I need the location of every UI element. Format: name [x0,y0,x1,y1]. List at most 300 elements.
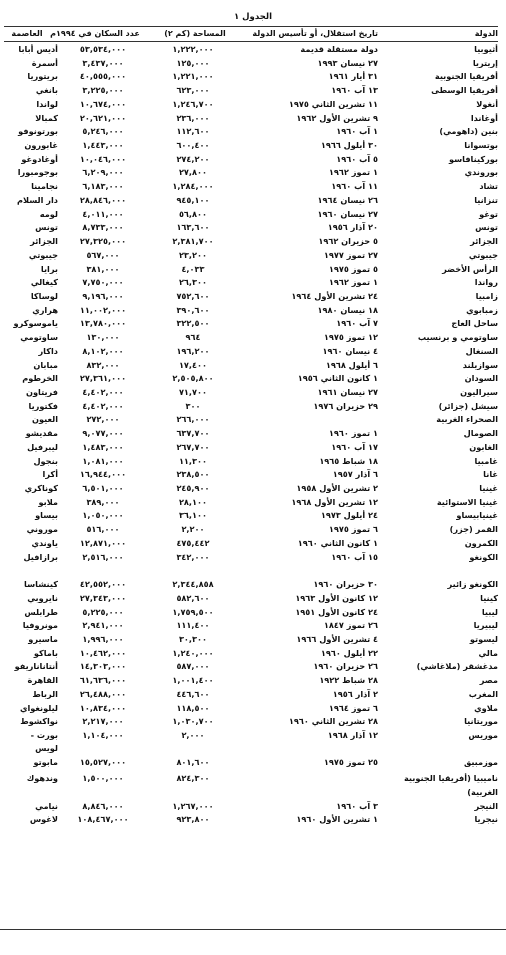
cell-population: ٢٧,٣٢٥,٠٠٠ [79,236,127,247]
cell-date: ٢٤ تشرين الأول ١٩٦٤ [291,290,378,301]
cell-area: ١,٢٨٤,٠٠٠ [172,181,214,192]
cell-capital: بانغي [35,85,58,96]
cell-area: ١٩٦,٢٠٠ [176,345,210,356]
cell-population: ١٠,٦٧٤,٠٠٠ [79,98,127,109]
cell-date: ١٥ آب ١٩٦٠ [331,551,378,562]
cell-country: بوتسوانا [464,140,498,151]
cell-date: ٣٠ حزيران ١٩٦٠ [313,579,378,590]
cell-date: ٢٦ تموز ١٨٤٧ [323,620,378,631]
cell-date: ١٧ آب ١٩٦٠ [331,441,378,452]
table-row [4,509,498,521]
cell-capital: الخرطوم [22,373,58,384]
cell-country: ليسوتو [469,633,498,644]
cell-population: ١١,٠٠٢,٠٠٠ [79,304,127,315]
cell-capital: فكتوريا [28,400,58,411]
cell-country: موزمبيق [463,757,498,768]
cell-capital: ملابو [38,496,58,507]
table-row [4,455,498,467]
cell-country: إريتريا [472,57,498,68]
cell-country: غينيا الاستوائية [436,496,498,507]
cell-country: تنزانيا [474,194,498,205]
header-population: عدد السكان في ١٩٩٤م [50,29,140,38]
table-row [4,772,498,797]
cell-population: ٦,٢٠٩,٠٠٠ [82,167,124,178]
cell-country: أنغولا [476,98,498,109]
table-row [4,276,498,288]
table-row [4,715,498,727]
cell-date: ٣ آب ١٩٦٠ [336,800,378,811]
table-row [4,551,498,563]
table-row [4,592,498,604]
cell-date: ٢٦ حزيران ١٩٦٠ [313,661,378,672]
cell-date: ١٢ آذار ١٩٦٨ [327,729,378,740]
cell-country: الغابون [469,441,498,452]
cell-area: ٧٥٢,٦٠٠ [176,290,210,301]
cell-population: ٤٠,٥٥٥,٠٠٠ [79,71,127,82]
cell-date: ٥ تموز ١٩٧٥ [328,263,378,274]
cell-date: ٢٨ شباط ١٩٢٢ [319,675,378,686]
cell-population: ٤,٤٠٢,٠٠٠ [82,387,124,397]
cell-capital: كمبالا [35,112,58,123]
cell-date: ١٢ تشرين الأول ١٩٦٨ [291,496,378,507]
cell-capital: القاهرة [27,675,58,686]
cell-date: ٤ نيسان ١٩٦٠ [322,345,378,356]
cell-area: ١١٢,٦٠٠ [176,126,210,137]
cell-date: ١٢ كانون الأول ١٩٦٣ [295,592,378,603]
cell-capital: ماسيرو [28,633,58,644]
cell-date: ٢٩ حزيران ١٩٧٦ [313,400,378,411]
header-capital: العاصمة [11,29,43,38]
cell-population: ٢٠,٦٢١,٠٠٠ [79,112,127,123]
cell-date: ٢ آذار ١٩٥٦ [332,688,378,699]
cell-country: غامبيا [474,455,498,466]
table-row [4,221,498,233]
cell-date: دولة مستقلة قديمة [300,44,378,54]
cell-area: ٢,٠٠٠ [181,729,205,740]
cell-capital: برايا [40,263,58,274]
cell-population: ١٤,٣٠٣,٠٠٠ [79,661,127,672]
cell-country: السودان [464,373,498,384]
cell-capital: دار السلام [16,194,58,205]
cell-area: ٦٣٧,٧٠٠ [176,428,210,439]
cell-area: ١١,٣٠٠ [178,455,208,466]
cell-date: ١٨ نيسان ١٩٨٠ [317,304,378,315]
cell-capital: الجزائر [30,236,58,247]
cell-country: الرأس الأخضر [442,263,498,274]
cell-date: ٤ تشرين الأول ١٩٦٦ [296,633,378,644]
cell-date: ٢٠ آذار ١٩٥٦ [327,222,378,233]
table-row [4,427,498,439]
cell-country: ملاوي [474,702,498,713]
cell-population: ٢٧٢,٠٠٠ [86,414,120,425]
cell-population: ٤,٤٠٢,٠٠٠ [82,400,124,411]
cell-capital: مابوتو [33,757,58,768]
cell-capital: غابورون [24,140,58,151]
table-row [4,317,498,329]
cell-area: ١,٢٤٠,٠٠٠ [172,647,214,658]
table-row [4,537,498,549]
table-row [4,57,498,69]
cell-area: ٣٢٢,٥٠٠ [176,318,210,329]
cell-area: ٣٩٠,٦٠٠ [176,304,210,315]
table-row [4,482,498,494]
cell-country: كينيا [480,592,498,603]
table-row [4,43,498,55]
table-row [4,331,498,343]
cell-population: ٢٨,٨٤٦,٠٠٠ [79,194,127,205]
cell-population: ٧,٧٥٠,٠٠٠ [82,277,124,288]
table-row [4,468,498,480]
cell-country: غينيابيساو [456,510,498,521]
cell-date: ٢٧ نيسان ١٩٦١ [317,387,378,397]
table-row [4,84,498,96]
cell-date: ٧ آب ١٩٦٠ [336,318,378,329]
cell-country: ناميبيا (أفريقيا الجنوبية الغربية) [403,773,498,797]
table-row [4,619,498,631]
cell-area: ٣٤٢,٠٠٠ [176,551,210,562]
cell-population: ٣٨١,٠٠٠ [86,263,120,274]
table-row [4,304,498,316]
cell-capital: بورت - لويس [30,729,58,754]
cell-population: ١,٠٥٠,٠٠٠ [82,510,124,521]
table-row [4,523,498,535]
cell-date: ٢٢ أيلول ١٩٦٠ [320,647,378,658]
cell-date: ٢٧ تموز ١٩٧٧ [323,249,378,260]
cell-area: ٢٧,٨٠٠ [178,167,208,178]
cell-population: ١٣٠,٠٠٠ [86,332,120,343]
cell-capital: ليبرفيل [27,441,58,452]
cell-area: ٢٤٥,٩٠٠ [176,483,210,494]
table-row [4,359,498,371]
cell-country: الصحراء الغربية [436,414,498,425]
table-row [4,372,498,384]
cell-date: ١ تشرين الأول ١٩٦٠ [296,814,378,825]
table-row [4,386,498,398]
table-row [4,70,498,82]
cell-population: ٨٣٢,٠٠٠ [86,359,120,370]
cell-capital: تونس [35,222,58,233]
table-row [4,413,498,425]
cell-capital: لومه [39,208,58,219]
cell-date: ١ تموز ١٩٦٢ [328,277,378,288]
cell-country: أفريقيا الجنوبية [434,71,498,82]
cell-area: ٣٠٠ [185,400,201,411]
cell-area: ١,٠٣٠,٧٠٠ [172,716,214,727]
cell-population: ١٣,٧٨٠,٠٠٠ [79,318,127,329]
cell-country: جيبوتي [468,249,498,260]
cell-capital: نايروبي [27,592,58,603]
cell-country: ليبيريا [473,620,498,631]
cell-capital: مبابان [33,359,58,370]
cell-country: أفريقيا الوسطى [431,85,498,96]
cell-country: رواندا [474,277,498,288]
table-row [4,235,498,247]
cell-capital: طرابلس [24,606,58,617]
cell-area: ١,٢٦٧,٠٠٠ [172,800,214,811]
cell-population: ١٢,٨٧١,٠٠٠ [79,537,127,548]
cell-area: ٥٨٢,٦٠٠ [176,592,210,603]
cell-population: ٣,٢٢٥,٠٠٠ [82,85,124,96]
cell-population: ٨,٧٣٣,٠٠٠ [82,222,124,233]
cell-country: موريتانيا [464,716,498,727]
cell-population: ١٠,٠٤٦,٠٠٠ [79,153,127,164]
table-row [4,290,498,302]
cell-capital: موروني [26,524,58,535]
cell-country: ليبيا [481,606,498,617]
cell-country: نيجريا [474,814,498,825]
cell-date: ٦ آذار ١٩٥٧ [332,469,378,480]
cell-area: ١٦٣,٦٠٠ [176,222,210,233]
cell-capital: الرباط [32,688,58,699]
table-header-rule [4,41,498,42]
cell-area: ١,٢٢٢,٠٠٠ [172,44,214,54]
cell-date: ٦ تموز ١٩٦٤ [328,702,378,713]
cell-date: ٥ آب ١٩٦٠ [336,153,378,164]
cell-area: ٤,٠٣٣ [181,263,205,274]
cell-country: ساحل العاج [451,318,498,329]
cell-area: ٧١,٧٠٠ [178,387,208,397]
table-row [4,112,498,124]
cell-country: أثيوبيا [474,44,498,54]
cell-country: زامبيا [475,290,498,301]
cell-population: ٢٧,٣٤٣,٠٠٠ [79,592,127,603]
cell-population: ١,٤٨٣,٠٠٠ [82,441,124,452]
cell-date: ١٨ شباط ١٩٦٥ [319,455,378,466]
cell-country: أوغاندا [470,112,498,123]
cell-area: ٢,٥٠٥,٨٠٠ [172,373,214,384]
cell-country: النيجر [474,800,498,811]
cell-area: ٣٠,٣٠٠ [178,633,208,644]
cell-country: مالي [478,647,498,658]
cell-country: بنين (داهومي) [439,126,498,137]
cell-country: سيراليون [460,387,498,397]
table-header-row [4,28,498,40]
table-row [4,263,498,275]
table-row [4,153,498,165]
cell-area: ٢,٣٨١,٧٠٠ [172,236,214,247]
table-row [4,139,498,151]
cell-area: ٣٦,١٠٠ [178,510,208,521]
cell-country: الكونغو زائير [447,579,498,590]
table-row [4,813,498,825]
table-row [4,125,498,137]
cell-country: سوازيلند [462,359,498,370]
table-row [4,441,498,453]
cell-date: ٩ تشرين الأول ١٩٦٢ [296,112,378,123]
cell-population: ٢,٢١٧,٠٠٠ [82,716,124,727]
table-bottom-rule [0,929,506,930]
cell-country: تونس [475,222,498,233]
cell-population: ٤,٠١١,٠٠٠ [82,208,124,219]
cell-country: مدغشقر (ملاغاشي) [416,661,498,672]
header-area: المساحة (كم ٢) [164,29,226,38]
cell-date: ١ تموز ١٩٦٢ [328,167,378,178]
table-row [4,729,498,754]
cell-population: ١,٠٨١,٠٠٠ [82,455,124,466]
cell-capital: أسمرة [31,57,58,68]
table-row [4,345,498,357]
table-row [4,249,498,261]
cell-area: ٢٨,١٠٠ [178,496,208,507]
cell-capital: ياموسوكرو [13,318,58,329]
cell-population: ٥٦٧,٠٠٠ [86,249,120,260]
cell-population: ٢٦,٤٨٨,٠٠٠ [79,688,127,699]
cell-capital: داكار [38,345,58,356]
table-row [4,674,498,686]
cell-population: ١,٩٩٦,٠٠٠ [82,633,124,644]
cell-capital: برازافيل [23,551,58,562]
cell-area: ١٧,٤٠٠ [178,359,208,370]
cell-population: ١٥,٥٢٧,٠٠٠ [79,757,127,768]
cell-date: ٣٠ أيلول ١٩٦٦ [320,140,378,151]
cell-capital: العيون [32,414,58,425]
cell-area: ٦٢٣,٠٠٠ [176,85,210,96]
cell-country: الجزائر [470,236,498,247]
cell-population: ٥,٢٢٥,٠٠٠ [82,606,124,617]
cell-population: ٢٧,٣٦١,٠٠٠ [79,373,127,384]
cell-capital: مقديشو [25,428,58,439]
cell-country: القمر (جزر) [449,524,498,535]
cell-population: ١٠٨,٤٦٧,٠٠٠ [77,814,129,825]
cell-area: ٥٦,٨٠٠ [178,208,208,219]
table-row [4,702,498,714]
cell-capital: نواكشوط [20,716,58,727]
table-row [4,578,498,590]
cell-area: ٨٠١,٦٠٠ [176,757,210,768]
cell-population: ١٠,٨٣٤,٠٠٠ [79,702,127,713]
cell-population: ٩,١٩٦,٠٠٠ [82,290,124,301]
cell-capital: لواندا [36,98,58,109]
table-row [4,208,498,220]
table-row [4,647,498,659]
cell-population: ٥٣,٥٣٤,٠٠٠ [79,44,127,54]
table-row [4,400,498,412]
cell-country: بوروندي [464,167,498,178]
cell-population: ٦,٥٠١,٠٠٠ [82,483,124,494]
cell-capital: مونروفيا [22,620,58,631]
cell-capital: أكرا [42,469,58,480]
cell-capital: نيامي [35,800,58,811]
cell-population: ٢,٥١٦,٠٠٠ [82,551,124,562]
cell-date: ٦ تموز ١٩٧٥ [328,524,378,535]
cell-capital: كيغالي [30,277,58,288]
cell-country: تشاد [479,181,498,192]
cell-country: الكونغو [469,551,498,562]
cell-capital: كوناكري [24,483,58,494]
table-row [4,98,498,110]
table-title: الجدول ١ [234,12,272,22]
cell-area: ٩٦٤ [185,332,201,343]
cell-capital: جيبوتي [28,249,58,260]
cell-population: ١,١٠٤,٠٠٠ [82,729,124,740]
cell-area: ٨٢٤,٣٠٠ [176,773,210,784]
cell-population: ١,٤٤٣,٠٠٠ [82,140,124,151]
cell-capital: ياوندي [31,537,58,548]
cell-date: ٢٤ أيلول ١٩٧٣ [320,510,378,521]
cell-capital: لاغوس [29,814,58,825]
table-row [4,180,498,192]
cell-date: ١ آب ١٩٦٠ [336,126,378,137]
cell-capital: كينشاسا [24,579,58,590]
table-row [4,633,498,645]
cell-capital: بريتوريا [27,71,58,82]
cell-population: ٥١٦,٠٠٠ [86,524,120,535]
cell-date: ٢٤ كانون الأول ١٩٥١ [295,606,378,617]
cell-area: ١٢٥,٠٠٠ [176,57,210,68]
cell-area: ١١١,٤٠٠ [176,620,210,631]
table-row [4,194,498,206]
cell-date: ٢ تشرين الأول ١٩٥٨ [296,483,378,494]
header-country: الدولة [474,29,498,38]
cell-date: ٢٧ نيسان ١٩٩٣ [317,57,378,68]
cell-country: المغرب [468,688,498,699]
cell-population: ١٠,٤٦٢,٠٠٠ [79,647,127,658]
cell-population: ٣,٤٣٧,٠٠٠ [82,57,124,68]
cell-country: الكمرون [464,537,498,548]
cell-population: ٥,٢٤٦,٠٠٠ [82,126,124,137]
table-top-rule [4,26,498,27]
table-row [4,688,498,700]
table-row [4,660,498,672]
cell-country: ساوتومي و برنسيب [417,332,498,343]
cell-population: ٨,١٠٢,٠٠٠ [82,345,124,356]
cell-population: ٣٨٩,٠٠٠ [86,496,120,507]
cell-population: ٨,٨٤٦,٠٠٠ [82,800,124,811]
cell-capital: فريتاون [25,387,58,397]
cell-country: سيشل (جزائر) [438,400,498,411]
cell-capital: نجامينا [31,181,58,192]
cell-date: ٣١ أيار ١٩٦١ [328,71,378,82]
cell-date: ١ كانون الثاني ١٩٥٦ [297,373,378,384]
cell-area: ٩٢٣,٨٠٠ [176,814,210,825]
cell-date: ١ تموز ١٩٦٠ [328,428,378,439]
cell-population: ٤٢,٥٥٢,٠٠٠ [79,579,127,590]
cell-area: ٢,٢٠٠ [181,524,205,535]
cell-area: ١١٨,٥٠٠ [176,702,210,713]
cell-capital: بوجومبورا [17,167,58,178]
cell-date: ٢٧ نيسان ١٩٦٠ [317,208,378,219]
table-row [4,496,498,508]
cell-population: ١٦,٩٤٤,٠٠٠ [79,469,127,480]
cell-area: ٢٣,٢٠٠ [178,249,208,260]
cell-country: موريس [468,729,498,740]
cell-area: ٤٤٦,٦٠٠ [176,688,210,699]
cell-population: ٦,١٨٣,٠٠٠ [82,181,124,192]
cell-country: الصومال [463,428,498,439]
cell-country: مصر [479,675,498,686]
cell-date: ١١ آب ١٩٦٠ [331,181,378,192]
cell-date: ٢٨ تشرين الثاني ١٩٦٠ [288,716,378,727]
cell-date: ١٢ تموز ١٩٧٥ [323,332,378,343]
cell-capital: ساوتومي [20,332,58,343]
cell-area: ٩٤٥,١٠٠ [176,194,210,205]
cell-country: زمبابوي [466,304,498,315]
cell-area: ١,٠٠١,٤٠٠ [172,675,214,686]
cell-country: السنغال [465,345,498,356]
cell-country: غينيا [479,483,498,494]
cell-population: ٩,٠٧٧,٠٠٠ [82,428,124,439]
table-row [4,800,498,812]
cell-date: ٥ حزيران ١٩٦٢ [318,236,378,247]
cell-area: ٢٣٨,٥٠٠ [176,469,210,480]
cell-capital: بنجول [33,455,58,466]
cell-country: غانا [483,469,498,480]
cell-area: ٢٦,٣٠٠ [178,277,208,288]
cell-capital: لوساكا [30,290,58,301]
cell-capital: أديس أبابا [18,44,58,54]
cell-date: ٢٥ تموز ١٩٧٥ [323,757,378,768]
cell-area: ٢٦٦,٠٠٠ [176,414,210,425]
